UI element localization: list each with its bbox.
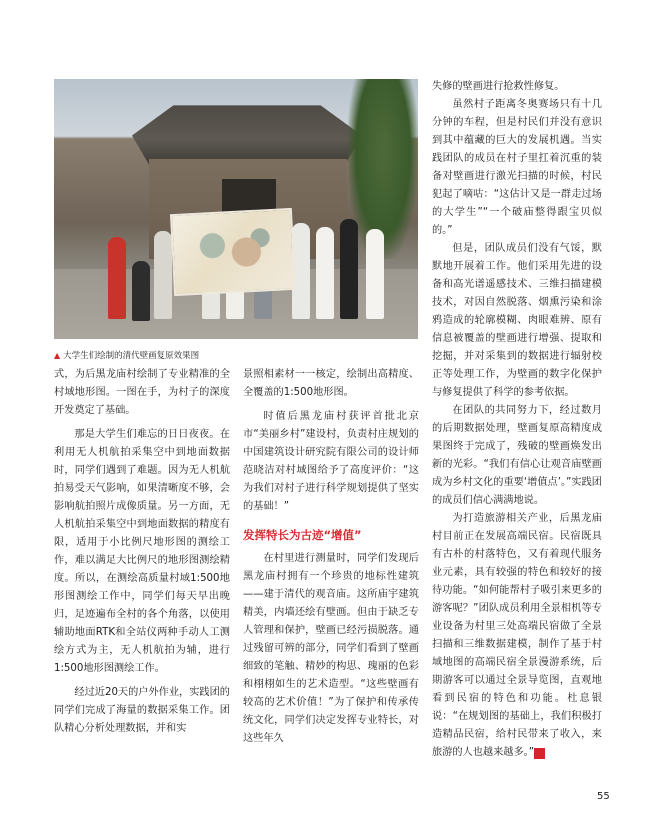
paragraph: 那是大学生们难忘的日日夜夜。在利用无人机航拍采集空中到地面数据时，同学们遇到了难题。因为无人机航拍易受天气影响，如果清晰度不够，会影响航拍照片成像质量。另一方面，无人机航拍采集空中到地面数据的精度有限，适用于小比例尺地形图的测绘工作，难以满足大比例尺的地形图测绘精度。所以，在测绘高质量村域1:500地形图测绘工作中，同学们每天早出晚归，足迹遍布全村的各个角落，以使用辅助地面RTK和全站仪两种手动人工测绘方式为主，无人机航拍为辅，进行1:500地形图测绘工作。 xyxy=(54,429,230,674)
triangle-marker-icon: ▲ xyxy=(54,351,61,360)
page-number: 55 xyxy=(597,791,610,802)
student-figure xyxy=(154,231,172,319)
column-2 xyxy=(243,366,419,748)
paragraph xyxy=(432,510,602,762)
caption-text: 大学生们绘制的清代壁画复原效果图 xyxy=(63,351,200,361)
student-figure xyxy=(108,237,126,319)
paragraph-text: 为打造旅游相关产业，后黑龙庙村目前正在发展高端民宿。民宿既具有古朴的村落特色，又有着现代服务业元素，具有较强的特色和较好的接待功能。“如何能帮村子吸引来更多的游客呢？”团队成员利用全景相机等专业设备为村里三处高端民宿做了全景扫描和三维数据建模，制作了基于村域地图的高端民宿全景漫游系统，后期游客可以通过全景导览图，直观地看到民宿的特色和功能。杜息银说：“在规划图的基础上，我们积极打造精品民宿，给村民带来了收入，来旅游的人也越来越多。” xyxy=(432,513,602,758)
section-heading: 发挥特长为古迹“增值” xyxy=(243,528,362,542)
paragraph: 在团队的共同努力下，经过数月的后期数据处理，壁画复原高精度成果图终于完成了，残破的壁画焕发出新的光彩。“我们有信心让观音庙壁画成为乡村文化的重要‘增值点’。”实践团的成员们信心满满地说。 xyxy=(432,405,602,506)
tree xyxy=(348,79,418,259)
paragraph: 失修的壁画进行抢救性修复。 xyxy=(432,81,565,92)
student-figure xyxy=(132,261,150,321)
mural-restoration-drawing xyxy=(170,208,296,296)
mural-restoration-photo xyxy=(54,79,418,339)
student-figure xyxy=(366,229,384,319)
paragraph: 式，为后黑龙庙村绘制了专业精准的全村域地形图。一图在手，为村子的深度开发奠定了基础。 xyxy=(54,369,230,416)
column-3 xyxy=(432,78,602,762)
paragraph: 时值后黑龙庙村获评首批北京市“美丽乡村”建设村，负责村庄规划的中国建筑设计研究院有限公司的设计师范晓洁对村域图给予了高度评价：“这为我们对村子进行科学规划提供了坚实的基础！” xyxy=(243,411,419,512)
paragraph: 虽然村子距离冬奥赛场只有十几分钟的车程，但是村民们并没有意识到其中蕴藏的巨大的发展机遇。当实践团队的成员在村子里扛着沉重的装备对壁画进行激光扫描的时候，村民犯起了嘀咕：“这估计又是一群走过场的大学生”“一个破庙整得跟宝贝似的。” xyxy=(432,99,602,236)
paragraph: 但是，团队成员们没有气馁，默默地开展着工作。他们采用先进的设备和高光谱遥感技术、三维扫描建模技术，对因自然脱落、烟熏污染和涂鸦造成的轮廓模糊、肉眼难辨、原有信息被覆盖的壁画进行增强、提取和挖掘，并对采集到的数据进行辐射校正等处理工作，为壁画的数字化保护与修复提供了科学的参考依据。 xyxy=(432,243,602,398)
paragraph: 景照相素材一一核定，绘制出高精度、全覆盖的1:500地形图。 xyxy=(243,369,419,398)
student-figure xyxy=(316,227,334,319)
column-1 xyxy=(54,366,230,738)
paragraph: 在村里进行测量时，同学们发现后黑龙庙村拥有一个珍贵的地标性建筑——建于清代的观音庙。这所庙宇建筑精美，内墙还绘有壁画。但由于缺乏专人管理和保护，壁画已经污损脱落。通过残留可辨的部分，同学们看到了壁画细致的笔触、精妙的构思、瑰丽的色彩和栩栩如生的艺术造型。“这些壁画有较高的艺术价值！”为了保护和传承传统文化，同学们决定发挥专业特长，对这些年久 xyxy=(243,553,419,744)
temple-roof xyxy=(132,97,362,167)
student-figure xyxy=(340,219,358,319)
photo-caption xyxy=(54,349,199,361)
paragraph: 经过近20天的户外作业，实践团的同学们完成了海量的数据采集工作。团队精心分析处理数据，并和实 xyxy=(54,687,230,734)
end-mark-icon: Z xyxy=(534,748,545,759)
